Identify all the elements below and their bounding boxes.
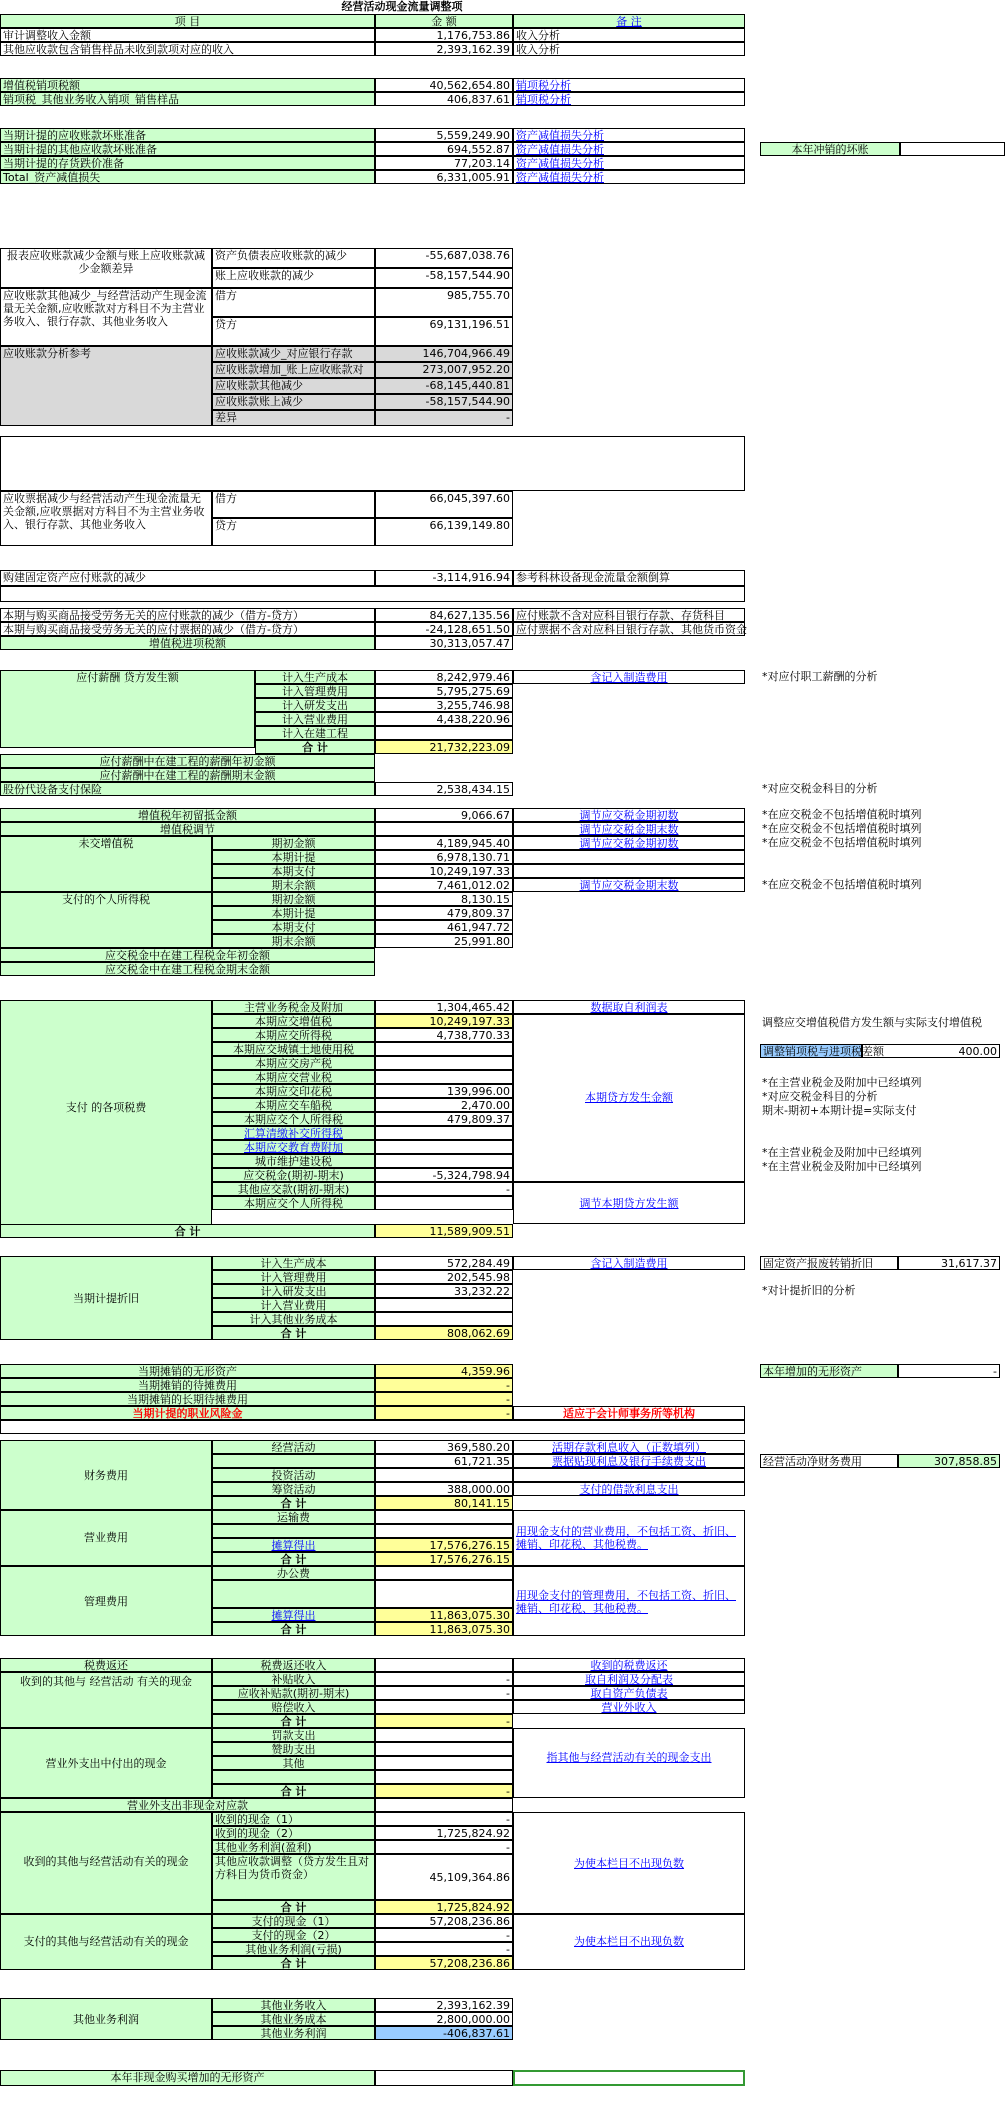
dep-val: 202,545.98 — [375, 1270, 513, 1284]
fin-note[interactable]: 支付的借款利息支出 — [513, 1482, 745, 1496]
side-note: *在应交税金不包括增值税时填列 — [762, 808, 922, 821]
ar-ref-val: 146,704,966.49 — [375, 346, 513, 362]
adm-v1 — [375, 1566, 513, 1580]
last-note — [513, 2070, 745, 2086]
amort-label: 当期摊销的待摊费用 — [0, 1378, 375, 1392]
tax-vat: 未交增值税 — [0, 836, 212, 892]
side-finance: 经营活动净财务费用 — [760, 1454, 898, 1468]
other-v5: - — [375, 1942, 513, 1956]
side-intangible: 本年增加的无形资产 — [760, 1364, 898, 1378]
pay-item: 本期应交教育费附加 — [212, 1140, 375, 1154]
pay-val: 479,809.37 — [375, 1112, 513, 1126]
other-v4: - — [375, 1812, 513, 1826]
biz-val: -406,837.61 — [375, 2026, 513, 2040]
ar-v1: -55,687,038.76 — [375, 248, 513, 268]
amort-note: 适应于会计师事务所等机构 — [513, 1406, 745, 1420]
other-i5: 其他业务利润(亏损) — [212, 1942, 375, 1956]
pay-item: 本期应交个人所得税 — [212, 1196, 375, 1210]
wage-label: 应付薪酬 贷方发生额 — [0, 670, 255, 748]
vat-val: 4,189,945.40 — [375, 836, 513, 850]
adm-i2[interactable]: 摊算得出 — [212, 1608, 375, 1622]
biz-item: 其他业务成本 — [212, 2012, 375, 2026]
ar-ref-val: 273,007,952.20 — [375, 362, 513, 378]
pit-item: 期末余额 — [212, 934, 375, 948]
dep-total: 808,062.69 — [375, 1326, 513, 1340]
side-note: *对应交税金科目的分析 — [762, 782, 878, 795]
row-amount: 694,552.87 — [375, 142, 513, 156]
ar-v2: -58,157,544.90 — [375, 268, 513, 288]
sell-total: 17,576,276.15 — [375, 1552, 513, 1566]
row-amount: 406,837.61 — [375, 92, 513, 106]
wage-item: 计入生产成本 — [255, 670, 375, 684]
pay-item: 本期应交房产税 — [212, 1056, 375, 1070]
tax-a2: 增值税调节 — [0, 822, 375, 836]
pay-val — [375, 1126, 513, 1140]
tax-refund-note[interactable]: 收到的税费返还 — [513, 1658, 745, 1672]
other-i4: 其他业务利润(盈利) — [212, 1840, 375, 1854]
side-note: *对计提折旧的分析 — [762, 1284, 856, 1297]
side-note: *在应交税金不包括增值税时填列 — [762, 836, 922, 849]
tax-pay: 支付 的各项税费 — [0, 1000, 212, 1238]
wage-item: 计入管理费用 — [255, 684, 375, 698]
biz-label: 其他业务利润 — [0, 1998, 212, 2040]
other-v4: - — [375, 1840, 513, 1854]
ar-debit: 借方 — [212, 288, 375, 317]
pit-item: 本期计提 — [212, 906, 375, 920]
amort-label: 当期摊销的无形资产 — [0, 1364, 375, 1378]
np-dv: 66,045,397.60 — [375, 491, 513, 518]
ar-ref-item: 应收账款减少_对应银行存款 — [212, 346, 375, 362]
pay-item: 本期应交城镇土地使用税 — [212, 1042, 375, 1056]
side-note: 期末-期初+本期计提=实际支付 — [762, 1104, 917, 1117]
vat-item: 期末余额 — [212, 878, 375, 892]
sell-label: 营业费用 — [0, 1510, 212, 1566]
other-i4: 收到的现金（1） — [212, 1812, 375, 1826]
pay-item: 城市维护建设税 — [212, 1154, 375, 1168]
ar-ref-item: 应收账款增加_账上应收账款对 — [212, 362, 375, 378]
side-adjust-v: 400.00 — [862, 1044, 1000, 1058]
pur-l1: 本期与购买商品接受劳务无关的应付账款的减少（借方-贷方） — [0, 608, 375, 622]
other-t2: - — [375, 1784, 513, 1798]
row-amount: 1,176,753.86 — [375, 28, 513, 42]
pay-val — [375, 1154, 513, 1168]
side-note: *对应付职工薪酬的分析 — [762, 670, 878, 683]
biz-val: 2,393,162.39 — [375, 1998, 513, 2012]
row-label: 销项税_其他业务收入销项_销售样品 — [0, 92, 375, 106]
other-i2: 赞助支出 — [212, 1742, 375, 1756]
other-r3-v — [375, 1798, 513, 1812]
tax-a1: 增值税年初留抵金额 — [0, 808, 375, 822]
pay-item: 主营业务税金及附加 — [212, 1000, 375, 1014]
biz-item: 其他业务收入 — [212, 1998, 375, 2012]
side-intangible-v: - — [898, 1364, 1000, 1378]
row-label: 当期计提的存货跌价准备 — [0, 156, 375, 170]
tax-a2v — [375, 822, 513, 836]
row-label: 当期计提的应收账款坏账准备 — [0, 128, 375, 142]
other-i5: 支付的现金（2） — [212, 1928, 375, 1942]
side-note: *对应交税金科目的分析 — [762, 1090, 878, 1103]
other-t5-label: 合 计 — [212, 1956, 375, 1970]
row-label: 当期计提的其他应收款坏账准备 — [0, 142, 375, 156]
vat-note[interactable]: 调节应交税金期末数 — [513, 878, 745, 892]
wage-note[interactable]: 含记入制造费用 — [513, 670, 745, 684]
other-v5: - — [375, 1928, 513, 1942]
dep-item: 计入生产成本 — [212, 1256, 375, 1270]
other-n1[interactable]: 取自资产负债表 — [513, 1686, 745, 1700]
header-note: 备 注 — [513, 14, 745, 28]
other-v1 — [375, 1700, 513, 1714]
pay-item: 本期应交所得税 — [212, 1028, 375, 1042]
adm-label: 管理费用 — [0, 1566, 212, 1636]
pay-val — [375, 1056, 513, 1070]
other-i1: 补贴收入 — [212, 1672, 375, 1686]
fin-item: 经营活动 — [212, 1440, 375, 1454]
ar-diff-label: 报表应收账款减少金额与账上应收账款减少金额差异 — [0, 248, 212, 288]
blank-row — [0, 436, 745, 491]
tax-pit: 支付的个人所得税 — [0, 892, 212, 948]
row-amount: 77,203.14 — [375, 156, 513, 170]
row-note: 收入分析 — [513, 28, 745, 42]
dep-val — [375, 1312, 513, 1326]
ar-ref-val: -68,145,440.81 — [375, 378, 513, 394]
wage-item: 计入在建工程 — [255, 726, 375, 740]
tax-total: 11,589,909.51 — [375, 1224, 513, 1238]
pay-item: 本期应交营业税 — [212, 1070, 375, 1084]
side-note: 调整应交增值税借方发生额与实际支付增值税 — [762, 1016, 982, 1029]
row-note[interactable]: 资产减值损失分析 — [513, 170, 745, 184]
adm-i1: 办公费 — [212, 1566, 375, 1580]
vat-item: 期初金额 — [212, 836, 375, 850]
other-v2 — [375, 1728, 513, 1742]
wage-total-label: 合 计 — [255, 740, 375, 754]
tax-refund-v — [375, 1658, 513, 1672]
pay-item: 本期应交车船税 — [212, 1098, 375, 1112]
pit-item: 本期支付 — [212, 920, 375, 934]
pur-n2: 应付票据不含对应科目银行存款、其他货币资金 — [513, 622, 745, 636]
tax-a1v: 9,066.67 — [375, 808, 513, 822]
adm-total-label: 合 计 — [212, 1622, 375, 1636]
pay-val — [375, 1042, 513, 1056]
pur-v3: 30,313,057.47 — [375, 636, 513, 650]
adm-blank — [212, 1580, 375, 1608]
ar-dv: 985,755.70 — [375, 288, 513, 317]
vat-item: 本期支付 — [212, 864, 375, 878]
pur-n1: 应付账款不含对应科目银行存款、存货科目 — [513, 608, 745, 622]
amort-label: 当期摊销的长期待摊费用 — [0, 1392, 375, 1406]
pay-val: 2,470.00 — [375, 1098, 513, 1112]
ar-ref-item: 应收账款账上减少 — [212, 394, 375, 410]
vat-note[interactable]: 调节应交税金期初数 — [513, 836, 745, 850]
last-label: 本年非现金购买增加的无形资产 — [0, 2070, 375, 2086]
np-credit: 贷方 — [212, 518, 375, 546]
fin-note[interactable]: 票据贴现利息及银行手续费支出 — [513, 1454, 745, 1468]
other-i5: 支付的现金（1） — [212, 1914, 375, 1928]
sell-i2[interactable]: 摊算得出 — [212, 1538, 375, 1552]
row-note[interactable]: 资产减值损失分析 — [513, 156, 745, 170]
side-finance-v: 307,858.85 — [898, 1454, 1000, 1468]
vat-note[interactable] — [513, 850, 745, 864]
pay-val — [375, 1070, 513, 1084]
side-bad-debt-value — [900, 142, 1005, 156]
pay-item: 汇算清缴补交所得税 — [212, 1126, 375, 1140]
row-label: 审计调整收入金额 — [0, 28, 375, 42]
pur-v1: 84,627,135.56 — [375, 608, 513, 622]
other-i4: 其他应收款调整（贷方发生且对方科目为货币资金） — [212, 1854, 375, 1900]
other-n1[interactable]: 营业外收入 — [513, 1700, 745, 1714]
np-label: 应收票据减少与经营活动产生现金流量无关金额,应收票据对方科目不为主营业务收入、银行存款、其他业务收入 — [0, 491, 212, 546]
other-i2: 罚款支出 — [212, 1728, 375, 1742]
header-amount: 金 额 — [375, 14, 513, 28]
vat-item: 本期计提 — [212, 850, 375, 864]
ar-ref-item: 差异 — [212, 410, 375, 426]
dep-item: 计入营业费用 — [212, 1298, 375, 1312]
fa-label: 购建固定资产应付账款的减少 — [0, 570, 375, 586]
side-adjust: 调整销项税与进项税差额 — [760, 1044, 862, 1058]
pit-val: 461,947.72 — [375, 920, 513, 934]
row-note[interactable]: 销项税分析 — [513, 78, 745, 92]
row-amount: 40,562,654.80 — [375, 78, 513, 92]
wage-ins: 股份代设备支付保险 — [0, 782, 375, 796]
adm-total: 11,863,075.30 — [375, 1622, 513, 1636]
ar-credit: 贷方 — [212, 317, 375, 346]
pay-item: 其他应交款(期初-期末) — [212, 1182, 375, 1196]
side-note: *在主营业税金及附加中已经填列 — [762, 1160, 922, 1173]
row-amount: 6,331,005.91 — [375, 170, 513, 184]
pay-val: 4,738,770.33 — [375, 1028, 513, 1042]
other-blank-v — [375, 1770, 513, 1784]
pay-val: 1,304,465.42 — [375, 1000, 513, 1014]
adm-v2: 11,863,075.30 — [375, 1608, 513, 1622]
pur-l3: 增值税进项税额 — [0, 636, 375, 650]
pay-note1[interactable]: 数据取自利润表 — [513, 1000, 745, 1014]
sell-total-label: 合 计 — [212, 1552, 375, 1566]
sell-blank — [212, 1524, 375, 1538]
dep-val — [375, 1298, 513, 1312]
other-t4-label: 合 计 — [212, 1900, 375, 1914]
dep-val: 572,284.49 — [375, 1256, 513, 1270]
row-note[interactable]: 资产减值损失分析 — [513, 142, 745, 156]
sell-note: 用现金支付的营业费用，不包括工资、折旧、摊销、印花税、其他税费。 — [513, 1510, 745, 1566]
wage-val: 8,242,979.46 — [375, 670, 513, 684]
other-i1: 应收补贴款(期初-期末) — [212, 1686, 375, 1700]
pay-val: -5,324,798.94 — [375, 1168, 513, 1182]
other-v2 — [375, 1742, 513, 1756]
pay-val: 10,249,197.33 — [375, 1014, 513, 1028]
ar-ref: 应收账款分析参考 — [0, 346, 212, 426]
amort-label: 当期计提的职业风险金 — [0, 1406, 375, 1420]
wage-ins-v: 2,538,434.15 — [375, 782, 513, 796]
dep-item: 计入其他业务成本 — [212, 1312, 375, 1326]
wage-val — [375, 726, 513, 740]
other-r3: 营业外支出非现金对应款 — [0, 1798, 375, 1812]
amort-val: - — [375, 1378, 513, 1392]
pay-val — [375, 1140, 513, 1154]
pur-l2: 本期与购买商品接受劳务无关的应付票据的减少（借方-贷方） — [0, 622, 375, 636]
ar-a1: 资产负债表应收账款的减少 — [212, 248, 375, 268]
other-v5: 57,208,236.86 — [375, 1914, 513, 1928]
amort-val: - — [375, 1392, 513, 1406]
tax-refund-item: 税费返还收入 — [212, 1658, 375, 1672]
pur-v2: -24,128,651.50 — [375, 622, 513, 636]
wage-item: 计入研发支出 — [255, 698, 375, 712]
pit-item: 期初金额 — [212, 892, 375, 906]
row-note[interactable]: 资产减值损失分析 — [513, 128, 745, 142]
wage-val: 4,438,220.96 — [375, 712, 513, 726]
pay-val — [375, 1196, 513, 1210]
amort-val: 4,359.96 — [375, 1364, 513, 1378]
ar-cv: 69,131,196.51 — [375, 317, 513, 346]
np-debit: 借方 — [212, 491, 375, 518]
side-note: *在主营业税金及附加中已经填列 — [762, 1076, 922, 1089]
other-t1-label: 合 计 — [212, 1714, 375, 1728]
other-i4: 收到的现金（2） — [212, 1826, 375, 1840]
fin-item — [212, 1454, 375, 1468]
side-fixed: 固定资产报废转销折旧 — [760, 1256, 898, 1270]
tax-c2: 应交税金中在建工程税金期末金额 — [0, 962, 375, 976]
side-note: *在应交税金不包括增值税时填列 — [762, 878, 922, 891]
other-v4: 45,109,364.86 — [375, 1854, 513, 1900]
other-v1: - — [375, 1672, 513, 1686]
side-fixed-v: 31,617.37 — [898, 1256, 1000, 1270]
pay-note3[interactable]: 调节本期贷方发生额 — [513, 1182, 745, 1224]
other-i2: 其他 — [212, 1756, 375, 1770]
ar-other-label: 应收账款其他减少_与经营活动产生现金流量无关金额,应收账款对方科目不为主营业务收入、银行存款、其他业务收入 — [0, 288, 212, 346]
fin-val: 388,000.00 — [375, 1482, 513, 1496]
biz-val: 2,800,000.00 — [375, 2012, 513, 2026]
wage-val: 5,795,275.69 — [375, 684, 513, 698]
dep-item: 计入管理费用 — [212, 1270, 375, 1284]
wage-b2: 应付薪酬中在建工程的薪酬期末金额 — [0, 768, 375, 782]
pay-val: - — [375, 1182, 513, 1196]
fin-note[interactable]: 活期存款利息收入（正数填列） — [513, 1440, 745, 1454]
blank-row — [0, 586, 745, 602]
other-n4: 为使本栏目不出现负数 — [513, 1812, 745, 1914]
other-t4: 1,725,824.92 — [375, 1900, 513, 1914]
sell-i1: 运输费 — [212, 1510, 375, 1524]
adm-note: 用现金支付的管理费用，不包括工资、折旧、摊销、印花税、其他税费。 — [513, 1566, 745, 1636]
ar-ref-item: 应收账款其他减少 — [212, 378, 375, 394]
side-note: *在应交税金不包括增值税时填列 — [762, 822, 922, 835]
pay-note2[interactable]: 本期贷方发生金额 — [513, 1014, 745, 1182]
other-v4: 1,725,824.92 — [375, 1826, 513, 1840]
tax-refund: 税费返还 — [0, 1658, 212, 1672]
dep-label: 当期计提折旧 — [0, 1256, 212, 1340]
sell-blank-v — [375, 1524, 513, 1538]
sell-v1 — [375, 1510, 513, 1524]
wage-b1: 应付薪酬中在建工程的薪酬年初金额 — [0, 754, 375, 768]
fin-label: 财务费用 — [0, 1440, 212, 1510]
header-item: 项 目 — [0, 14, 375, 28]
fin-item: 筹资活动 — [212, 1482, 375, 1496]
row-label: 增值税销项税额 — [0, 78, 375, 92]
vat-val: 10,249,197.33 — [375, 864, 513, 878]
ar-a2: 账上应收账款的减少 — [212, 268, 375, 288]
fa-note: 参考科林设备现金流量金额倒算 — [513, 570, 745, 586]
dep-item: 计入研发支出 — [212, 1284, 375, 1298]
other-n1[interactable]: 取自利润及分配表 — [513, 1672, 745, 1686]
tax-total-label: 合 计 — [0, 1224, 375, 1238]
dep-note[interactable]: 含记入制造费用 — [513, 1256, 745, 1270]
dep-total-label: 合 计 — [212, 1326, 375, 1340]
tax-c1: 应交税金中在建工程税金年初金额 — [0, 948, 375, 962]
vat-note[interactable] — [513, 864, 745, 878]
other-recv-label: 收到的其他与 经营活动 有关的现金 — [0, 1672, 212, 1728]
pay-item: 本期应交增值税 — [212, 1014, 375, 1028]
other-t2-label: 合 计 — [212, 1784, 375, 1798]
sell-v2: 17,576,276.15 — [375, 1538, 513, 1552]
tax-a1n[interactable]: 调节应交税金期初数 — [513, 808, 745, 822]
row-label: Total_资产减值损失 — [0, 170, 375, 184]
row-label: 其他应收款包含销售样品未收到款项对应的收入 — [0, 42, 375, 56]
wage-total: 21,732,223.09 — [375, 740, 513, 754]
fin-note[interactable] — [513, 1468, 745, 1482]
other-l5: 支付的其他与经营活动有关的现金 — [0, 1914, 212, 1970]
wage-item: 计入营业费用 — [255, 712, 375, 726]
pit-val: 25,991.80 — [375, 934, 513, 948]
side-bad-debt: 本年冲销的坏账 — [760, 142, 900, 156]
ar-ref-val: -58,157,544.90 — [375, 394, 513, 410]
row-note[interactable]: 销项税分析 — [513, 92, 745, 106]
fin-val: 61,721.35 — [375, 1454, 513, 1468]
sheet-title: 经营活动现金流量调整项 — [341, 0, 463, 13]
pay-val: 139,996.00 — [375, 1084, 513, 1098]
other-l4: 收到的其他与经营活动有关的现金 — [0, 1812, 212, 1914]
other-t1: - — [375, 1714, 513, 1728]
pay-item: 本期应交印花税 — [212, 1084, 375, 1098]
pay-item: 本期应交个人所得税 — [212, 1112, 375, 1126]
other-i1: 赔偿收入 — [212, 1700, 375, 1714]
row-amount: 2,393,162.39 — [375, 42, 513, 56]
last-v — [375, 2070, 513, 2086]
other-v2 — [375, 1756, 513, 1770]
pay-item: 应交税金(期初-期末) — [212, 1168, 375, 1182]
side-note: *在主营业税金及附加中已经填列 — [762, 1146, 922, 1159]
blank-row — [0, 1420, 745, 1434]
row-amount: 5,559,249.90 — [375, 128, 513, 142]
vat-val: 6,978,130.71 — [375, 850, 513, 864]
pit-val: 8,130.15 — [375, 892, 513, 906]
np-cv: 66,139,149.80 — [375, 518, 513, 546]
amort-val: - — [375, 1406, 513, 1420]
other-pay-label: 营业外支出中付出的现金 — [0, 1728, 212, 1798]
other-t5: 57,208,236.86 — [375, 1956, 513, 1970]
pit-val: 479,809.37 — [375, 906, 513, 920]
wage-val: 3,255,746.98 — [375, 698, 513, 712]
tax-a2n[interactable]: 调节应交税金期末数 — [513, 822, 745, 836]
biz-item: 其他业务利润 — [212, 2026, 375, 2040]
other-n2: 指其他与经营活动有关的现金支出 — [513, 1728, 745, 1798]
fa-v: -3,114,916.94 — [375, 570, 513, 586]
fin-total: 80,141.15 — [375, 1496, 513, 1510]
vat-val: 7,461,012.02 — [375, 878, 513, 892]
fin-total-label: 合 计 — [212, 1496, 375, 1510]
other-blank — [212, 1770, 375, 1784]
dep-val: 33,232.22 — [375, 1284, 513, 1298]
fin-item: 投资活动 — [212, 1468, 375, 1482]
row-note: 收入分析 — [513, 42, 745, 56]
fin-val: 369,580.20 — [375, 1440, 513, 1454]
other-v1: - — [375, 1686, 513, 1700]
other-n5: 为使本栏目不出现负数 — [513, 1914, 745, 1970]
adm-blank-v — [375, 1580, 513, 1608]
ar-ref-val: - — [375, 410, 513, 426]
fin-val — [375, 1468, 513, 1482]
